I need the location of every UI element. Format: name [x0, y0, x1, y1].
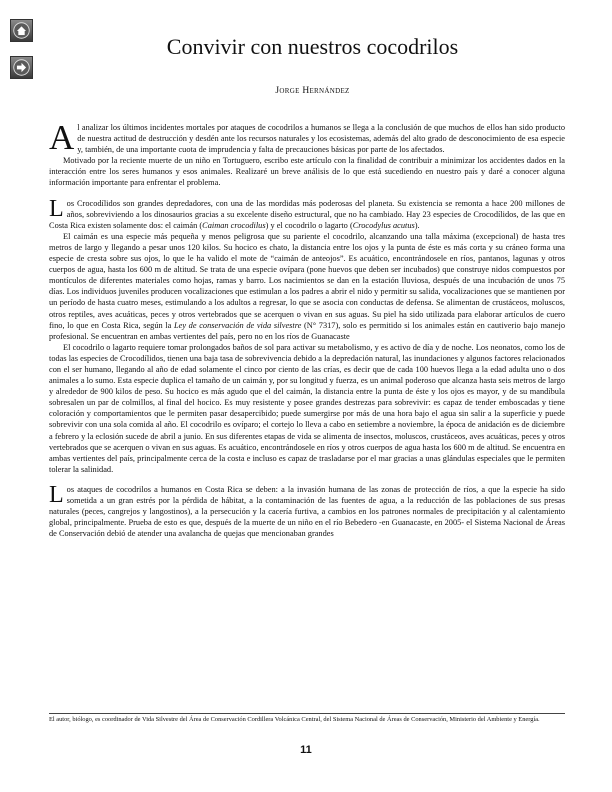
- paragraph-caiman: El caimán es una especie más pequeña y menos peligrosa que su pariente el cocodrilo, alcanzando una talla máxima (excepcional) de hasta tres metros de largo y llegando a pesar unos 120 kilos. Su hocico es chato, la distancia entre los ojos y la punta de éste es más corta y su cráneo forma una especie de cresta sobre sus ojos, lo que le ha valido el mote de “caimán de anteojos”. Es acuático, encontrándosele en ríos, pantanos, lagunas y otros cuerpos de agua, hasta los 600 m de altitud. Se trata de una especie ovípara (pone huevos que deben ser incubados) que construye nidos compuestos por montículos de diferentes materiales como hojas, ramas y barro. Los nacimientos se dan en la estación lluviosa, después de una incubación de unos 75 días. Los individuos juveniles producen vocalizaciones que estimulan a los padres a abrir el nido y permitir su salida, vocalizaciones que se mantienen por un período de hasta cuatro meses, estimulando a los adultos a regresar, lo que se asocia con conductas de defensa. Se alimentan de crustáceos, moluscos, otros reptiles, aves acuáticas, peces y otros vertebrados que se acerquen o vivan en sus aguas. Su piel ha sido utilizada para elaborar artículos de cuero fino, lo que en Costa Rica, según la Ley de conservación de vida silvestre (N° 7317), solo es permitido si los animales están en cautiverio bajo manejo profesional. Se encuentran en ambas vertientes del país, pero no en los ríos de Guanacaste: [49, 231, 566, 341]
- page-number: 11: [300, 744, 312, 756]
- paragraph-crocodile: El cocodrilo o lagarto requiere tomar prolongados baños de sol para activar su metabolismo, y es activo de día y de noche. Los neonatos, como los de todas las especies de Crocodílidos, tienen una baja tasa de sobrevivencia debido a la depredación natural, las inundaciones y algunos factores relacionados con el ser humano, llegando al año de edad solamente el cinco por ciento de las crías, es decir que de cada 100 huevos llega a la edad adulta uno o dos animales a lo sumo. Esta especie duplica el tamaño de un caimán y, por su longitud y fuerza, es un animal poderoso que alcanza hasta seis metros de largo y alrededor de 900 kilos de peso. Su hocico es más agudo que el del caimán, la distancia entre la punta de éste y los ojos es mayor, y de su mandíbula sobresalen un par de colmillos, al final del hocico. Es muy resistente y posee grandes destrezas para sobrevivir: es capaz de tender emboscadas y tiene coloración y comportamientos que le permiten pasar desapercibido; puede sumergirse por más de una hora bajo el agua sin salir a la superficie y puede sobrevivir con una sola comida al año. El cocodrilo es ovíparo; el cortejo lo lleva a cabo en setiembre a noviembre, la época de anidación es de diciembre a febrero y la eclosión sucede de abril a junio. En sus diferentes etapas de vida se alimenta de insectos, moluscos, crustáceos, aves acuáticas, peces y otros vertebrados que se acerquen o vivan en sus aguas. Es acuático, encontrándosele en ríos y otros cuerpos de agua hasta los 600 m de altitud. Se encuentra en ambas vertientes del país, principalmente cerca de la costa e incluso es capaz de trasladarse por el mar gracias a unas glándulas especiales que le permiten tolerar la salinidad.: [49, 342, 565, 474]
- home-icon: [11, 20, 32, 41]
- drop-cap: L: [49, 481, 64, 508]
- paragraph-intro: Al analizar los últimos incidentes mortales por ataques de cocodrilos a humanos se llega a la conclusión de que muchos de ellos han sido producto de nuestra actitud de destrucción y desdén ante los recursos naturales y los ecosistemas, además del alto grado de desconocimiento de esa especie y, también, de una importante cuota de imprudencia y falta de precauciones básicas por parte de los afectados.: [49, 118, 565, 157]
- paragraph-motivation: Motivado por la reciente muerte de un niño en Tortuguero, escribo este artículo con la finalidad de contribuir a minimizar los accidentes dados en la interacción entre los seres humanos y esos animales. Realizaré un breve análisis de lo que está sucediendo en nuestro país y daré a conocer alguna información importante para enfrentar el problema.: [49, 156, 565, 188]
- author-name: Jorge Hernández: [275, 86, 350, 96]
- home-button[interactable]: [10, 19, 33, 42]
- next-page-button[interactable]: [10, 56, 33, 79]
- drop-cap: A: [49, 118, 75, 157]
- author-footnote: El autor, biólogo, es coordinador de Vida Silvestre del Área de Conservación Cordillera Volcánica Central, del Sistema Nacional de Áreas de Conservación, Ministerio del Ambiente y Energía.: [49, 713, 565, 725]
- page-title: Convivir con nuestros cocodrilos: [166, 34, 459, 59]
- next-arrow-icon: [11, 57, 32, 78]
- paragraph-crocodilids: Los Crocodílidos son grandes depredadores, con una de las mordidas más poderosas del planeta. Su existencia se remonta a hace 200 millones de años, sobreviviendo a los dinosaurios gracias a su excelente diseño estructural, que no ha cambiado. Hay 23 especies de Crocodílidos, de las que en Costa Rica existen solamente dos: el caimán (Caiman crocodilus) y el cocodrilo o lagarto (Crocodylus acutus).: [49, 195, 565, 230]
- article-body: [49, 118, 566, 539]
- paragraph-attacks: Los ataques de cocodrilos a humanos en Costa Rica se deben: a la invasión humana de las zonas de protección de ríos, a que la especie ha sido sometida a un gran estrés por la pérdida de hábitat, a la contaminación de las fuentes de agua, a la reducción de las poblaciones de sus presas naturales (peces, cangrejos y langostinos), a la persecución y la cacería furtiva, a cambios en los patrones normales de precipitación y al calentamiento global, principalmente. Prueba de esto es que, después de la muerte de un niño en el río Bebedero -en Guanacaste, en 2005- el Sistema Nacional de Áreas de Conservación debió de atender una avalancha de quejas que mencionaban grandes: [49, 481, 565, 539]
- drop-cap: L: [49, 195, 64, 222]
